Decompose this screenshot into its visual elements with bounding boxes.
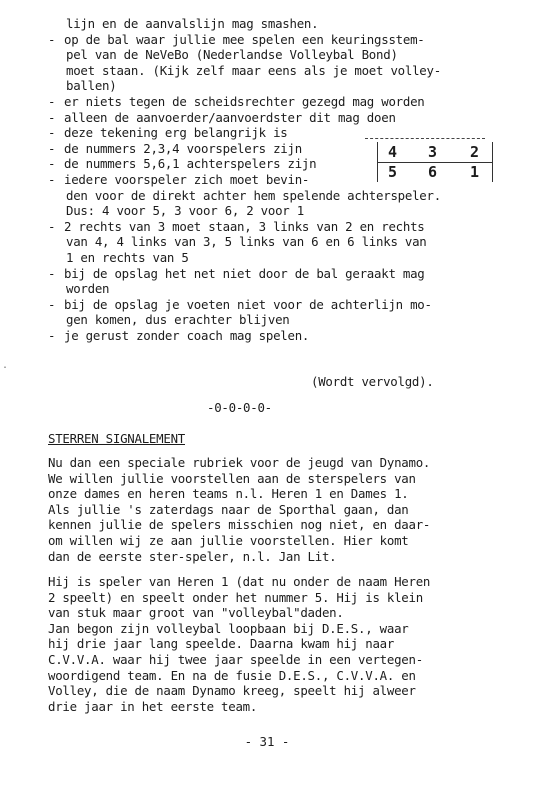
paragraph-line: dan de eerste ster-speler, n.l. Jan Lit. [48, 548, 337, 564]
rule-continuation-line: pel van de NeVeBo (Nederlandse Volleybal Bond) [66, 47, 398, 63]
paragraph-line: drie jaar in het eerste team. [48, 698, 258, 714]
rule-text: bij de opslag je voeten niet voor de achterlijn mo- [64, 296, 432, 312]
paragraph-line: onze dames en heren teams n.l. Heren 1 en Dames 1. [48, 486, 409, 502]
page-number: - 31 - [244, 734, 290, 749]
paragraph-line: hij drie jaar lang speelde. Daarna kwam hij naar [48, 636, 395, 652]
bullet-dash: - [48, 31, 56, 47]
court-diagram [357, 136, 499, 186]
rule-bullet-line [48, 219, 425, 235]
rule-continuation-line: lijn en de aanvalslijn mag smashen. [66, 16, 319, 31]
bullet-dash: - [48, 328, 56, 343]
court-top-dashed-line [365, 138, 485, 139]
paragraph-line: 2 speelt) en speelt onder het nummer 5. Hij is klein [48, 589, 423, 605]
to-be-continued: (Wordt vervolgd). [311, 374, 434, 389]
bullet-dash: - [48, 109, 56, 125]
paragraph-line: om willen wij ze aan jullie voorstellen. Hier komt [48, 533, 409, 548]
rule-bullet-line [48, 266, 425, 282]
court-pos-front-mid: 3 [428, 143, 438, 161]
rule-continuation-line: 1 en rechts van 5 [66, 250, 189, 265]
paragraph-line: We willen jullie voorstellen aan de sterspelers van [48, 470, 416, 486]
rule-text: 2 rechts van 3 moet staan, 3 links van 2 en rechts [64, 218, 425, 234]
bullet-dash: - [48, 172, 56, 187]
rule-bullet-line [48, 110, 396, 126]
rule-continuation-line: ballen) [66, 78, 117, 94]
bullet-dash: - [48, 156, 56, 172]
rule-text: de nummers 5,6,1 achterspelers zijn [64, 156, 317, 172]
rule-bullet-line [48, 297, 432, 313]
rule-text: deze tekening erg belangrijk is [64, 125, 288, 141]
bullet-dash: - [48, 296, 56, 312]
paragraph-line: C.V.V.A. waar hij twee jaar speelde in een vertegen- [48, 652, 423, 667]
paragraph-line: Nu dan een speciale rubriek voor de jeugd van Dynamo. [48, 455, 431, 470]
rule-bullet-line [48, 172, 309, 188]
rule-continuation-line: moet staan. (Kijk zelf maar eens als je moet volley- [66, 62, 441, 78]
paragraph-line: Als jullie 's zaterdags naar de Sporthal gaan, dan [48, 501, 409, 517]
rule-text: bij de opslag het net niet door de bal geraakt mag [64, 265, 425, 281]
rule-bullet-line [48, 141, 302, 157]
rule-bullet-line [48, 125, 288, 141]
paragraph-line: Hij is speler van Heren 1 (dat nu onder de naam Heren [48, 574, 431, 589]
court-pos-front-left: 4 [388, 143, 398, 161]
court-pos-front-right: 2 [470, 143, 480, 161]
rule-bullet-line [48, 94, 425, 110]
bullet-dash: - [48, 125, 56, 141]
rule-text: de nummers 2,3,4 voorspelers zijn [64, 140, 302, 156]
paragraph-line: Jan begon zijn volleybal loopbaan bij D.E.S., waar [48, 620, 409, 636]
rule-bullet-line [48, 328, 309, 344]
paragraph-line: Volley, die de naam Dynamo kreeg, speelt hij alweer [48, 683, 416, 699]
rule-bullet-line [48, 156, 316, 172]
court-pos-back-mid: 6 [428, 163, 438, 181]
paragraph-line: kennen jullie de spelers misschien nog niet, en daar- [48, 517, 431, 533]
rule-continuation-line: gen komen, dus erachter blijven [66, 312, 290, 328]
section-heading: STERREN SIGNALEMENT [48, 431, 185, 446]
rule-continuation-line: Dus: 4 voor 5, 3 voor 6, 2 voor 1 [66, 203, 304, 219]
rule-text: er niets tegen de scheidsrechter gezegd mag worden [64, 94, 425, 109]
rule-bullet-line [48, 32, 425, 48]
bullet-dash: - [48, 265, 56, 281]
bullet-dash: - [48, 218, 56, 234]
rule-continuation-line: den voor de direkt achter hem spelende achterspeler. [66, 187, 441, 203]
court-rectangle [377, 142, 493, 182]
rule-text: iedere voorspeler zich moet bevin- [64, 172, 310, 187]
margin-mark: . [2, 360, 9, 371]
paragraph-line: van stuk maar groot van "volleybal"daden. [48, 605, 344, 621]
court-pos-back-left: 5 [388, 163, 398, 181]
rule-continuation-line: worden [66, 281, 110, 297]
rule-text: alleen de aanvoerder/aanvoerdster dit mag doen [64, 109, 396, 125]
bullet-dash: - [48, 140, 56, 156]
section-separator: -0-0-0-0- [207, 400, 272, 415]
rule-text: je gerust zonder coach mag spelen. [64, 328, 310, 343]
rule-text: op de bal waar jullie mee spelen een keuringsstem- [64, 31, 425, 47]
paragraph-line: woordigend team. En na de fusie D.E.S., C.V.V.A. en [48, 667, 416, 683]
bullet-dash: - [48, 94, 56, 109]
court-pos-back-right: 1 [470, 163, 480, 181]
rule-continuation-line: van 4, 4 links van 3, 5 links van 6 en 6 links van [66, 234, 427, 250]
